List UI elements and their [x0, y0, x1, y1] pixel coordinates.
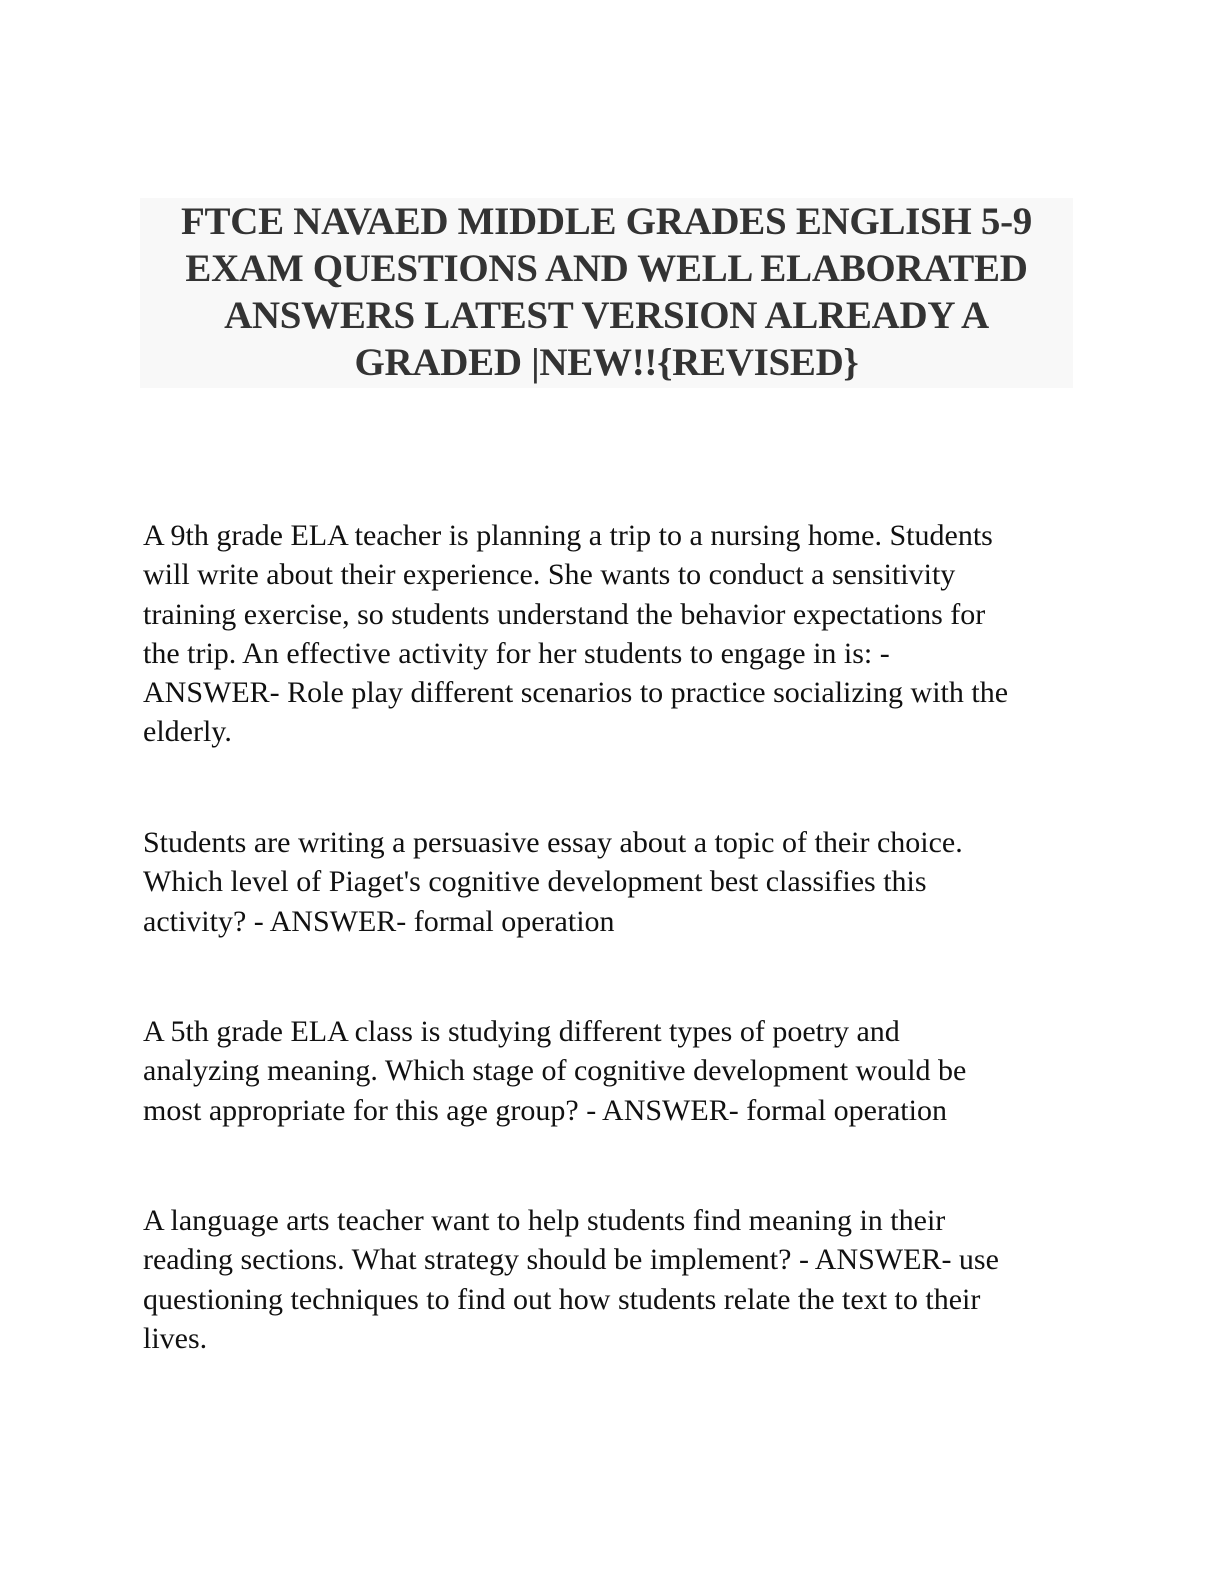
text-line: activity? - ANSWER- formal operation	[143, 904, 615, 938]
text-line: ANSWER- Role play different scenarios to practice socializing with the	[143, 676, 1009, 710]
text-line: Students are writing a persuasive essay about a topic of their choice.	[143, 826, 963, 859]
text-line: training exercise, so students understand the behavior expectations for	[143, 597, 986, 631]
text-line: analyzing meaning. Which stage of cognitive development would be	[143, 1054, 967, 1088]
text-line: lives.	[143, 1321, 208, 1355]
text-line: reading sections. What strategy should be implement? - ANSWER- use	[143, 1243, 999, 1277]
title-line: GRADED |NEW!!{REVISED}	[354, 341, 859, 384]
text-line: Which level of Piaget's cognitive development best classifies this	[143, 865, 927, 899]
text-line: most appropriate for this age group? - ANSWER- formal operation	[143, 1093, 947, 1127]
title-line: EXAM QUESTIONS AND WELL ELABORATED	[185, 247, 1028, 290]
document-title	[140, 198, 1073, 386]
text-line: elderly.	[143, 715, 232, 749]
title-line: ANSWERS LATEST VERSION ALREADY A	[224, 294, 989, 337]
title-line: FTCE NAVAED MIDDLE GRADES ENGLISH 5-9	[180, 200, 1033, 243]
question-answer-paragraph	[143, 1201, 1083, 1358]
text-line: will write about their experience. She wants to conduct a sensitivity	[143, 558, 956, 592]
text-line: questioning techniques to find out how students relate the text to their	[143, 1282, 981, 1316]
text-line: A 9th grade ELA teacher is planning a trip to a nursing home. Students	[143, 519, 993, 552]
document-title-block	[140, 198, 1073, 388]
question-answer-paragraph	[143, 1012, 1083, 1130]
question-answer-paragraph	[143, 516, 1083, 752]
text-line: A language arts teacher want to help students find meaning in their	[143, 1204, 946, 1237]
text-line: A 5th grade ELA class is studying different types of poetry and	[143, 1015, 900, 1048]
question-answer-paragraph	[143, 823, 1083, 941]
text-line: the trip. An effective activity for her students to engage in is: -	[143, 636, 890, 670]
